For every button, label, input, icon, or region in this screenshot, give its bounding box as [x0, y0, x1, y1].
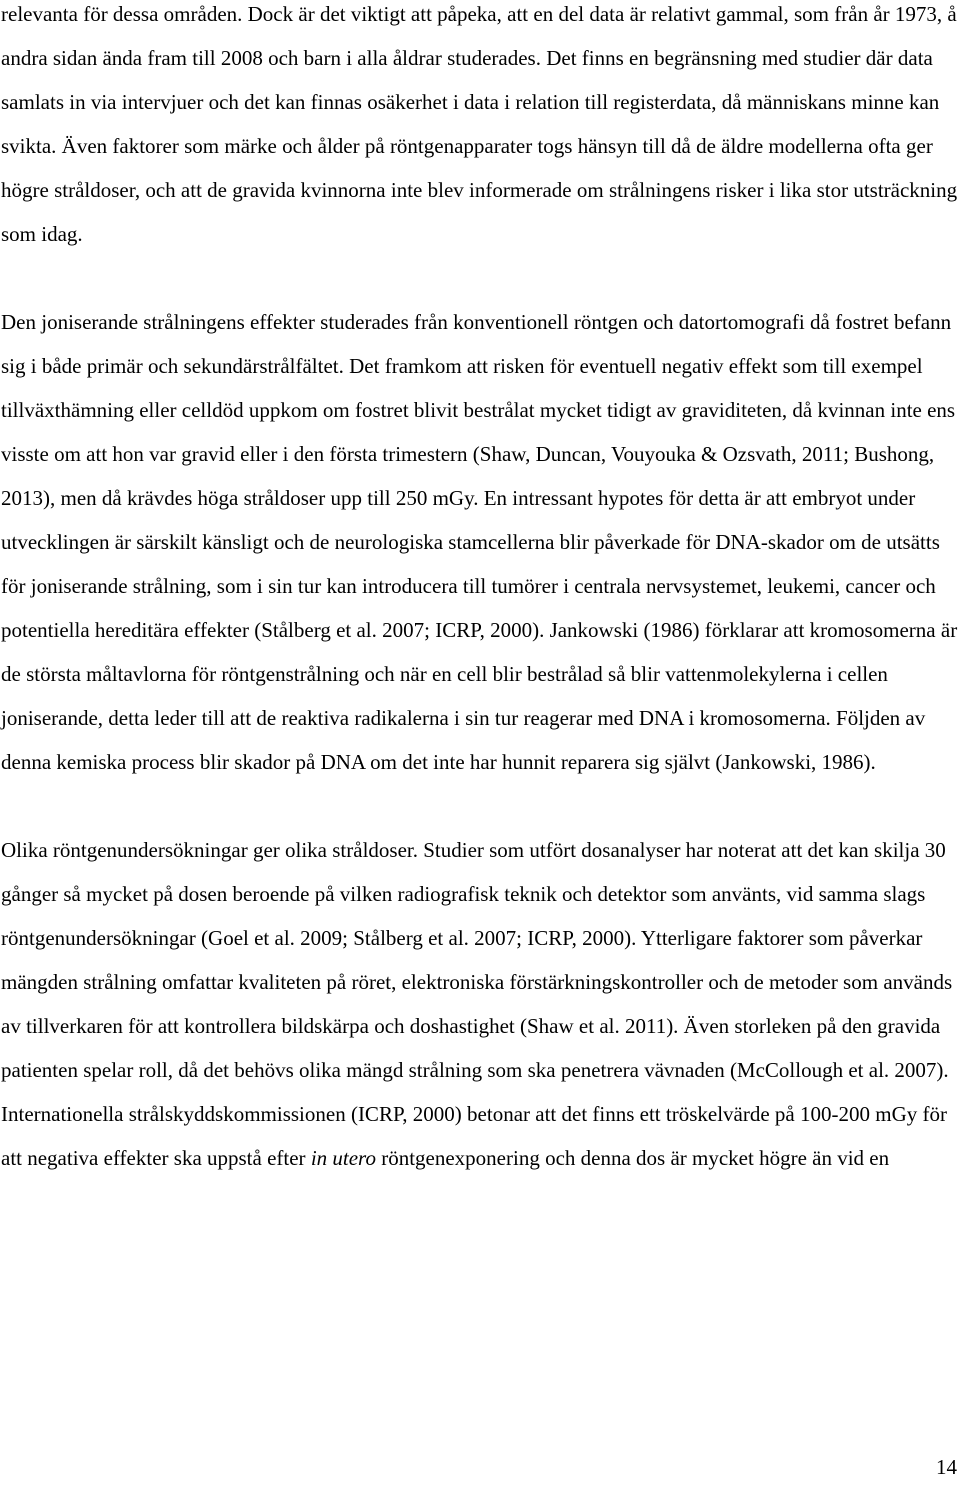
page-number: 14 [936, 1455, 957, 1479]
paragraph-3-segment-1: Olika röntgenundersökningar ger olika stråldoser. Studier som utfört dosanalyser har noterat att det kan skilja 30 gånger så mycket på dosen beroende på vilken radiografisk teknik och detektor som använts, vid samma slags röntgenundersökningar (Goel et al. 2009; Stålberg et al. 2007; ICRP, 2000). Ytterligare faktorer som påverkar mängden strålning omfattar kvaliteten på röret, elektroniska förstärkningskontroller och de metoder som används av tillverkaren för att kontrollera bildskärpa och doshastighet (Shaw et al. 2011). Även storleken på den gravida patienten spelar roll, då det behövs olika mängd strålning som ska penetrera vävnaden (McCollough et al. 2007). Internationella strålskyddskommissionen (ICRP, 2000) betonar att det finns ett tröskelvärde på 100-200 mGy för att negativa effekter ska uppstå efter [1, 838, 953, 1170]
paragraph-3-italic-term: in utero [310, 1146, 376, 1170]
paragraph-3-segment-3: röntgenexponering och denna dos är mycket högre än vid en [375, 1146, 890, 1170]
paragraph-1: relevanta för dessa områden. Dock är det viktigt att påpeka, att en del data är relativt gammal, som från år 1973, å andra sidan ända fram till 2008 och barn i alla åldrar studerades. Det finns en begränsning med studier där data samlats in via intervjuer och det kan finnas osäkerhet i data i relation till registerdata, då människans minne kan svikta. Även faktorer som märke och ålder på röntgenapparater togs hänsyn till då de äldre modellerna ofta ger högre stråldoser, och att de gravida kvinnorna inte blev informerade om strålningens risker i lika stor utsträckning som idag. [1, 2, 958, 246]
paragraph-2: Den joniserande strålningens effekter studerades från konventionell röntgen och datortomografi då fostret befann sig i både primär och sekundärstrålfältet. Det framkom att risken för eventuell negativ effekt som till exempel tillväxthämning eller celldöd uppkom om fostret blivit bestrålat mycket tidigt av graviditeten, då kvinnan inte ens visste om att hon var gravid eller i den första trimestern (Shaw, Duncan, Vouyouka & Ozsvath, 2011; Bushong, 2013), men då krävdes höga stråldoser upp till 250 mGy. En intressant hypotes för detta är att embryot under utvecklingen är särskilt känsligt och de neurologiska stamcellerna blir påverkade för DNA-skador om de utsätts för joniserande strålning, som i sin tur kan introducera till tumörer i centrala nervsystemet, leukemi, cancer och potentiella hereditära effekter (Stålberg et al. 2007; ICRP, 2000). Jankowski (1986) förklarar att kromosomerna är de största måltavlorna för röntgenstrålning och när en cell blir bestrålad så blir vattenmolekylerna i cellen joniserande, detta leder till att de reaktiva radikalerna i sin tur reagerar med DNA i kromosomerna. Följden av denna kemiska process blir skador på DNA om det inte har hunnit reparera sig självt (Jankowski, 1986). [1, 310, 958, 774]
paragraph-3 [1, 828, 958, 1180]
